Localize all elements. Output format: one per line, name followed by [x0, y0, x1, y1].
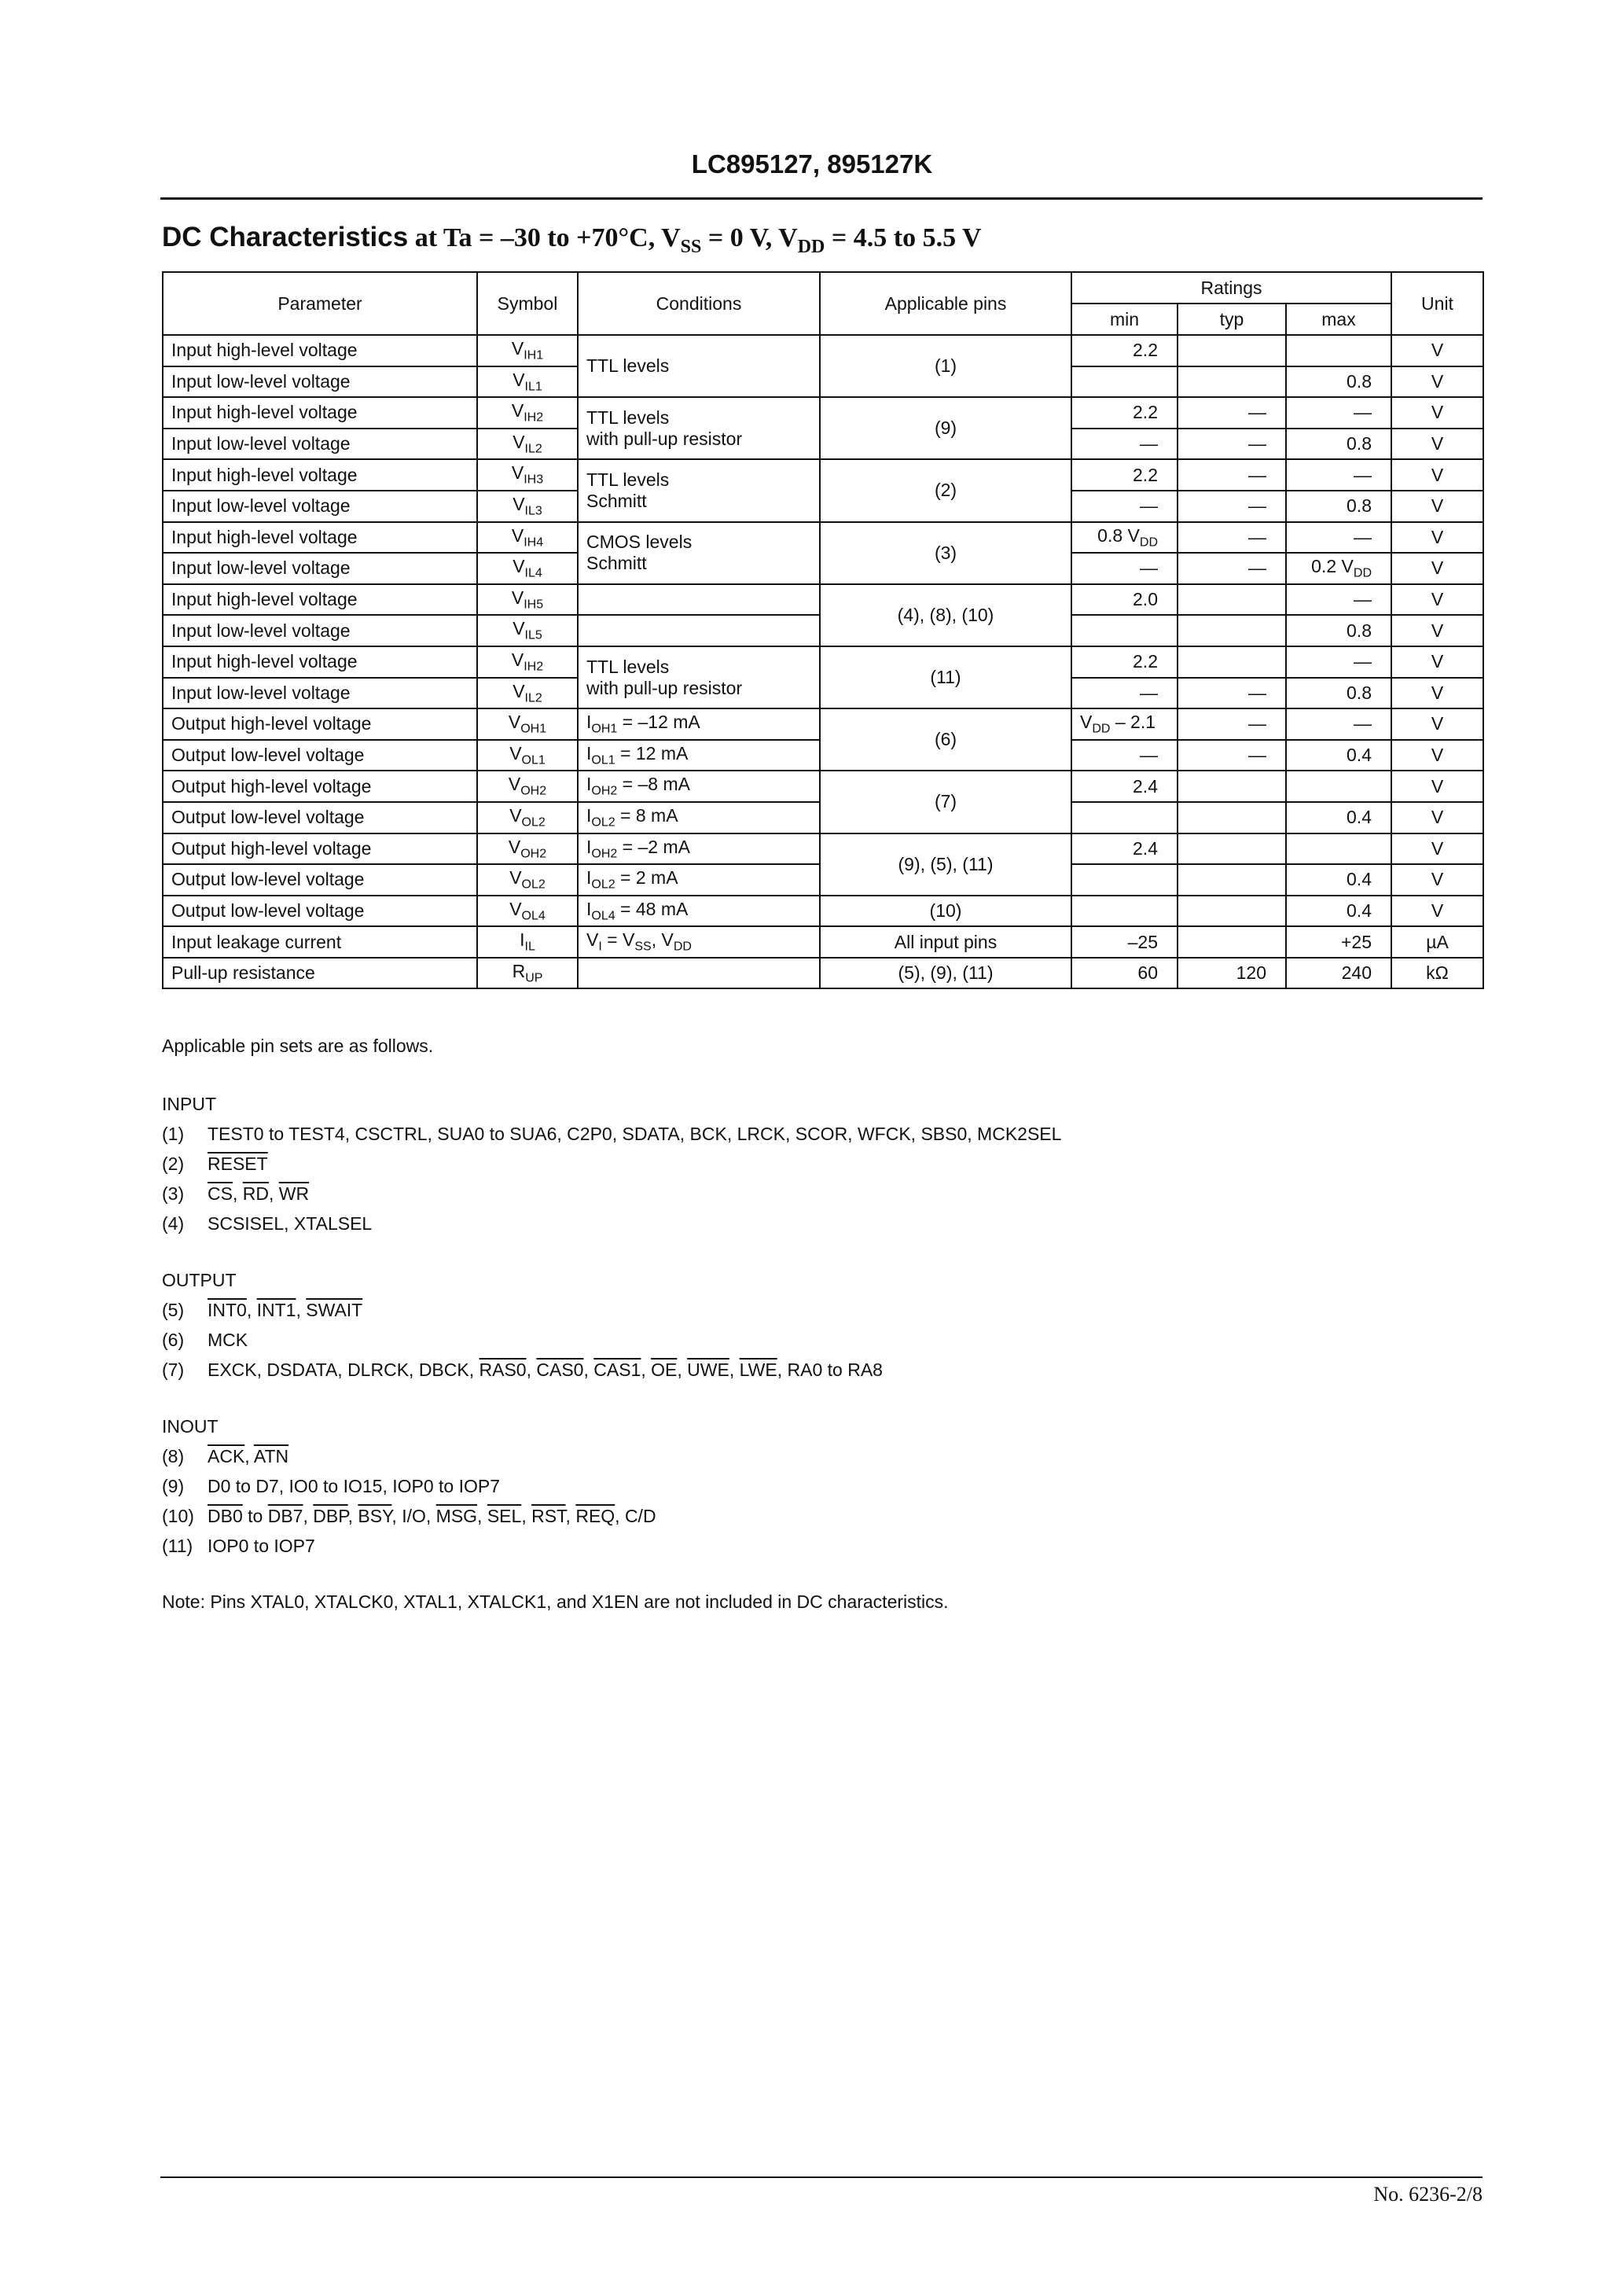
max-cell: —: [1286, 397, 1391, 429]
footnote: Note: Pins XTAL0, XTALCK0, XTAL1, XTALCK1, and X1EN are not included in DC characteristics.: [162, 1591, 949, 1612]
pins-cell: (2): [820, 459, 1071, 521]
symbol-cell: $V_{IL4}$: [477, 553, 578, 584]
max-cell: 0.4: [1286, 896, 1391, 927]
typ-cell: [1178, 833, 1286, 865]
typ-cell: —: [1178, 553, 1286, 584]
table-row: [163, 771, 1483, 802]
parameter-cell: Input low-level voltage: [163, 678, 477, 709]
typ-cell: —: [1178, 459, 1286, 491]
pins-cell: (9), (5), (11): [820, 833, 1071, 896]
parameter-cell: Input low-level voltage: [163, 491, 477, 522]
pin-sets-intro: Applicable pin sets are as follows.: [162, 1036, 434, 1056]
section-title-main: DC Characteristics: [162, 222, 409, 252]
pins-cell: (4), (8), (10): [820, 584, 1071, 646]
conditions-cell: TTL levels with pull-up resistor: [578, 646, 820, 708]
header-min: min: [1071, 304, 1178, 335]
max-cell: [1286, 833, 1391, 865]
table-row: [163, 958, 1483, 989]
min-cell: [1071, 366, 1178, 398]
symbol-cell: $V_{IH2}$: [477, 397, 578, 429]
conditions-cell: CMOS levels Schmitt: [578, 522, 820, 584]
header-symbol: Symbol: [477, 272, 578, 335]
min-cell: —: [1071, 429, 1178, 460]
max-cell: +25: [1286, 926, 1391, 958]
min-cell: [1071, 896, 1178, 927]
unit-cell: V: [1391, 584, 1483, 616]
parameter-cell: Output low-level voltage: [163, 740, 477, 771]
min-cell: 2.4: [1071, 833, 1178, 865]
min-cell: —: [1071, 553, 1178, 584]
max-cell: 0.4: [1286, 864, 1391, 896]
typ-cell: 120: [1178, 958, 1286, 989]
parameter-cell: Output high-level voltage: [163, 771, 477, 802]
typ-cell: [1178, 771, 1286, 802]
pins-cell: (11): [820, 646, 1071, 708]
unit-cell: V: [1391, 864, 1483, 896]
typ-cell: [1178, 584, 1286, 616]
output-heading: OUTPUT: [162, 1270, 237, 1290]
pins-cell: (1): [820, 335, 1071, 397]
max-cell: —: [1286, 584, 1391, 616]
min-cell: –25: [1071, 926, 1178, 958]
max-cell: —: [1286, 646, 1391, 678]
header-applicable-pins: Applicable pins: [820, 272, 1071, 335]
parameter-cell: Input low-level voltage: [163, 366, 477, 398]
min-cell: [1071, 802, 1178, 833]
unit-cell: V: [1391, 553, 1483, 584]
unit-cell: V: [1391, 335, 1483, 366]
max-cell: [1286, 771, 1391, 802]
symbol-cell: $V_{OL2}$: [477, 802, 578, 833]
symbol-cell: $V_{OL1}$: [477, 740, 578, 771]
header-rule: [160, 197, 1483, 200]
symbol-cell: $V_{OH2}$: [477, 771, 578, 802]
unit-cell: V: [1391, 708, 1483, 740]
typ-cell: [1178, 926, 1286, 958]
typ-cell: —: [1178, 429, 1286, 460]
header-unit: Unit: [1391, 272, 1483, 335]
max-cell: 0.4: [1286, 802, 1391, 833]
min-cell: [1071, 615, 1178, 646]
unit-cell: V: [1391, 646, 1483, 678]
parameter-cell: Output high-level voltage: [163, 833, 477, 865]
typ-cell: [1178, 802, 1286, 833]
unit-cell: V: [1391, 522, 1483, 554]
conditions-cell: $I_{OL2} = 8$ mA: [578, 802, 820, 833]
parameter-cell: Input low-level voltage: [163, 429, 477, 460]
parameter-cell: Input high-level voltage: [163, 335, 477, 366]
max-cell: 0.8: [1286, 678, 1391, 709]
parameter-cell: Input high-level voltage: [163, 397, 477, 429]
symbol-cell: $V_{OL4}$: [477, 896, 578, 927]
min-cell: 2.4: [1071, 771, 1178, 802]
min-cell: 2.0: [1071, 584, 1178, 616]
unit-cell: V: [1391, 615, 1483, 646]
unit-cell: V: [1391, 802, 1483, 833]
footer-rule: [160, 2176, 1483, 2178]
min-cell: 2.2: [1071, 459, 1178, 491]
symbol-cell: $V_{IH5}$: [477, 584, 578, 616]
parameter-cell: Output low-level voltage: [163, 802, 477, 833]
conditions-cell: [578, 584, 820, 616]
symbol-cell: $V_{IH3}$: [477, 459, 578, 491]
parameter-cell: Input high-level voltage: [163, 584, 477, 616]
input-heading: INPUT: [162, 1094, 216, 1114]
max-cell: [1286, 335, 1391, 366]
unit-cell: V: [1391, 833, 1483, 865]
symbol-cell: $V_{IL2}$: [477, 429, 578, 460]
pins-cell: (10): [820, 896, 1071, 927]
parameter-cell: Input high-level voltage: [163, 459, 477, 491]
section-title-conditions: at Ta = –30 to +70°C, $V_{SS} = 0$ V, $V_{DD} = 4.5$ to 5.5 V: [408, 223, 982, 257]
table-row: [163, 584, 1483, 616]
conditions-cell: [578, 615, 820, 646]
symbol-cell: $V_{IL1}$: [477, 366, 578, 398]
min-cell: [1071, 864, 1178, 896]
parameter-cell: Output low-level voltage: [163, 896, 477, 927]
typ-cell: —: [1178, 397, 1286, 429]
symbol-cell: $I_{IL}$: [477, 926, 578, 958]
conditions-cell: $V_I = V_{SS}$, $V_{DD}$: [578, 926, 820, 958]
conditions-cell: $I_{OL4} = 48$ mA: [578, 896, 820, 927]
max-cell: —: [1286, 522, 1391, 554]
unit-cell: kΩ: [1391, 958, 1483, 989]
conditions-cell: TTL levels with pull-up resistor: [578, 397, 820, 459]
max-cell: —: [1286, 459, 1391, 491]
symbol-cell: $V_{IL5}$: [477, 615, 578, 646]
max-cell: 0.8: [1286, 429, 1391, 460]
symbol-cell: $V_{OH2}$: [477, 833, 578, 865]
max-cell: 0.8: [1286, 615, 1391, 646]
parameter-cell: Output high-level voltage: [163, 708, 477, 740]
unit-cell: V: [1391, 896, 1483, 927]
symbol-cell: $V_{IH4}$: [477, 522, 578, 554]
max-cell: 0.2 $V_{DD}$: [1286, 553, 1391, 584]
pins-cell: (7): [820, 771, 1071, 833]
document-title: LC895127, 895127K: [691, 149, 933, 178]
min-cell: 2.2: [1071, 335, 1178, 366]
pins-cell: (6): [820, 708, 1071, 771]
symbol-cell: $V_{OL2}$: [477, 864, 578, 896]
header-parameter: Parameter: [163, 272, 477, 335]
table-row: [163, 833, 1483, 865]
typ-cell: [1178, 335, 1286, 366]
conditions-cell: $I_{OH2} = -8$ mA: [578, 771, 820, 802]
symbol-cell: $V_{IL3}$: [477, 491, 578, 522]
header-max: max: [1286, 304, 1391, 335]
max-cell: —: [1286, 708, 1391, 740]
table-row: [163, 459, 1483, 491]
table-row: [163, 896, 1483, 927]
table-row: [163, 646, 1483, 678]
table-row: [163, 397, 1483, 429]
min-cell: 60: [1071, 958, 1178, 989]
symbol-cell: $V_{IL2}$: [477, 678, 578, 709]
typ-cell: [1178, 646, 1286, 678]
min-cell: $V_{DD} - 2.1$: [1071, 708, 1178, 740]
max-cell: 0.4: [1286, 740, 1391, 771]
inout-heading: INOUT: [162, 1416, 219, 1437]
min-cell: 2.2: [1071, 397, 1178, 429]
section-title: [162, 222, 982, 258]
header-ratings: Ratings: [1071, 272, 1391, 304]
parameter-cell: Input high-level voltage: [163, 522, 477, 554]
typ-cell: [1178, 615, 1286, 646]
unit-cell: V: [1391, 459, 1483, 491]
symbol-cell: $V_{IH2}$: [477, 646, 578, 678]
parameter-cell: Input high-level voltage: [163, 646, 477, 678]
typ-cell: —: [1178, 740, 1286, 771]
pins-cell: (3): [820, 522, 1071, 584]
table-row: [163, 708, 1483, 740]
typ-cell: —: [1178, 522, 1286, 554]
parameter-cell: Input low-level voltage: [163, 553, 477, 584]
unit-cell: V: [1391, 771, 1483, 802]
symbol-cell: $V_{OH1}$: [477, 708, 578, 740]
typ-cell: —: [1178, 708, 1286, 740]
parameter-cell: Input leakage current: [163, 926, 477, 958]
pins-cell: All input pins: [820, 926, 1071, 958]
max-cell: 240: [1286, 958, 1391, 989]
pins-cell: (9): [820, 397, 1071, 459]
max-cell: 0.8: [1286, 491, 1391, 522]
conditions-cell: $I_{OL2} = 2$ mA: [578, 864, 820, 896]
header-typ: typ: [1178, 304, 1286, 335]
min-cell: —: [1071, 491, 1178, 522]
pins-cell: (5), (9), (11): [820, 958, 1071, 989]
table-row: [163, 926, 1483, 958]
unit-cell: V: [1391, 491, 1483, 522]
unit-cell: V: [1391, 397, 1483, 429]
table-row: [163, 335, 1483, 366]
unit-cell: V: [1391, 740, 1483, 771]
max-cell: 0.8: [1286, 366, 1391, 398]
parameter-cell: Output low-level voltage: [163, 864, 477, 896]
unit-cell: V: [1391, 429, 1483, 460]
parameter-cell: Input low-level voltage: [163, 615, 477, 646]
table-row: [163, 522, 1483, 554]
parameter-cell: Pull-up resistance: [163, 958, 477, 989]
symbol-cell: $R_{UP}$: [477, 958, 578, 989]
unit-cell: V: [1391, 678, 1483, 709]
conditions-cell: [578, 958, 820, 989]
min-cell: 0.8 $V_{DD}$: [1071, 522, 1178, 554]
min-cell: —: [1071, 678, 1178, 709]
conditions-cell: $I_{OL1} = 12$ mA: [578, 740, 820, 771]
dc-characteristics-table: [162, 271, 1484, 989]
unit-cell: V: [1391, 366, 1483, 398]
typ-cell: —: [1178, 678, 1286, 709]
symbol-cell: $V_{IH1}$: [477, 335, 578, 366]
min-cell: —: [1071, 740, 1178, 771]
typ-cell: [1178, 864, 1286, 896]
page-number: No. 6236-2/8: [1373, 2183, 1483, 2206]
unit-cell: µA: [1391, 926, 1483, 958]
conditions-cell: TTL levels: [578, 335, 820, 397]
typ-cell: —: [1178, 491, 1286, 522]
min-cell: 2.2: [1071, 646, 1178, 678]
conditions-cell: TTL levels Schmitt: [578, 459, 820, 521]
conditions-cell: $I_{OH2} = -2$ mA: [578, 833, 820, 865]
typ-cell: [1178, 896, 1286, 927]
header-conditions: Conditions: [578, 272, 820, 335]
typ-cell: [1178, 366, 1286, 398]
conditions-cell: $I_{OH1} = -12$ mA: [578, 708, 820, 740]
